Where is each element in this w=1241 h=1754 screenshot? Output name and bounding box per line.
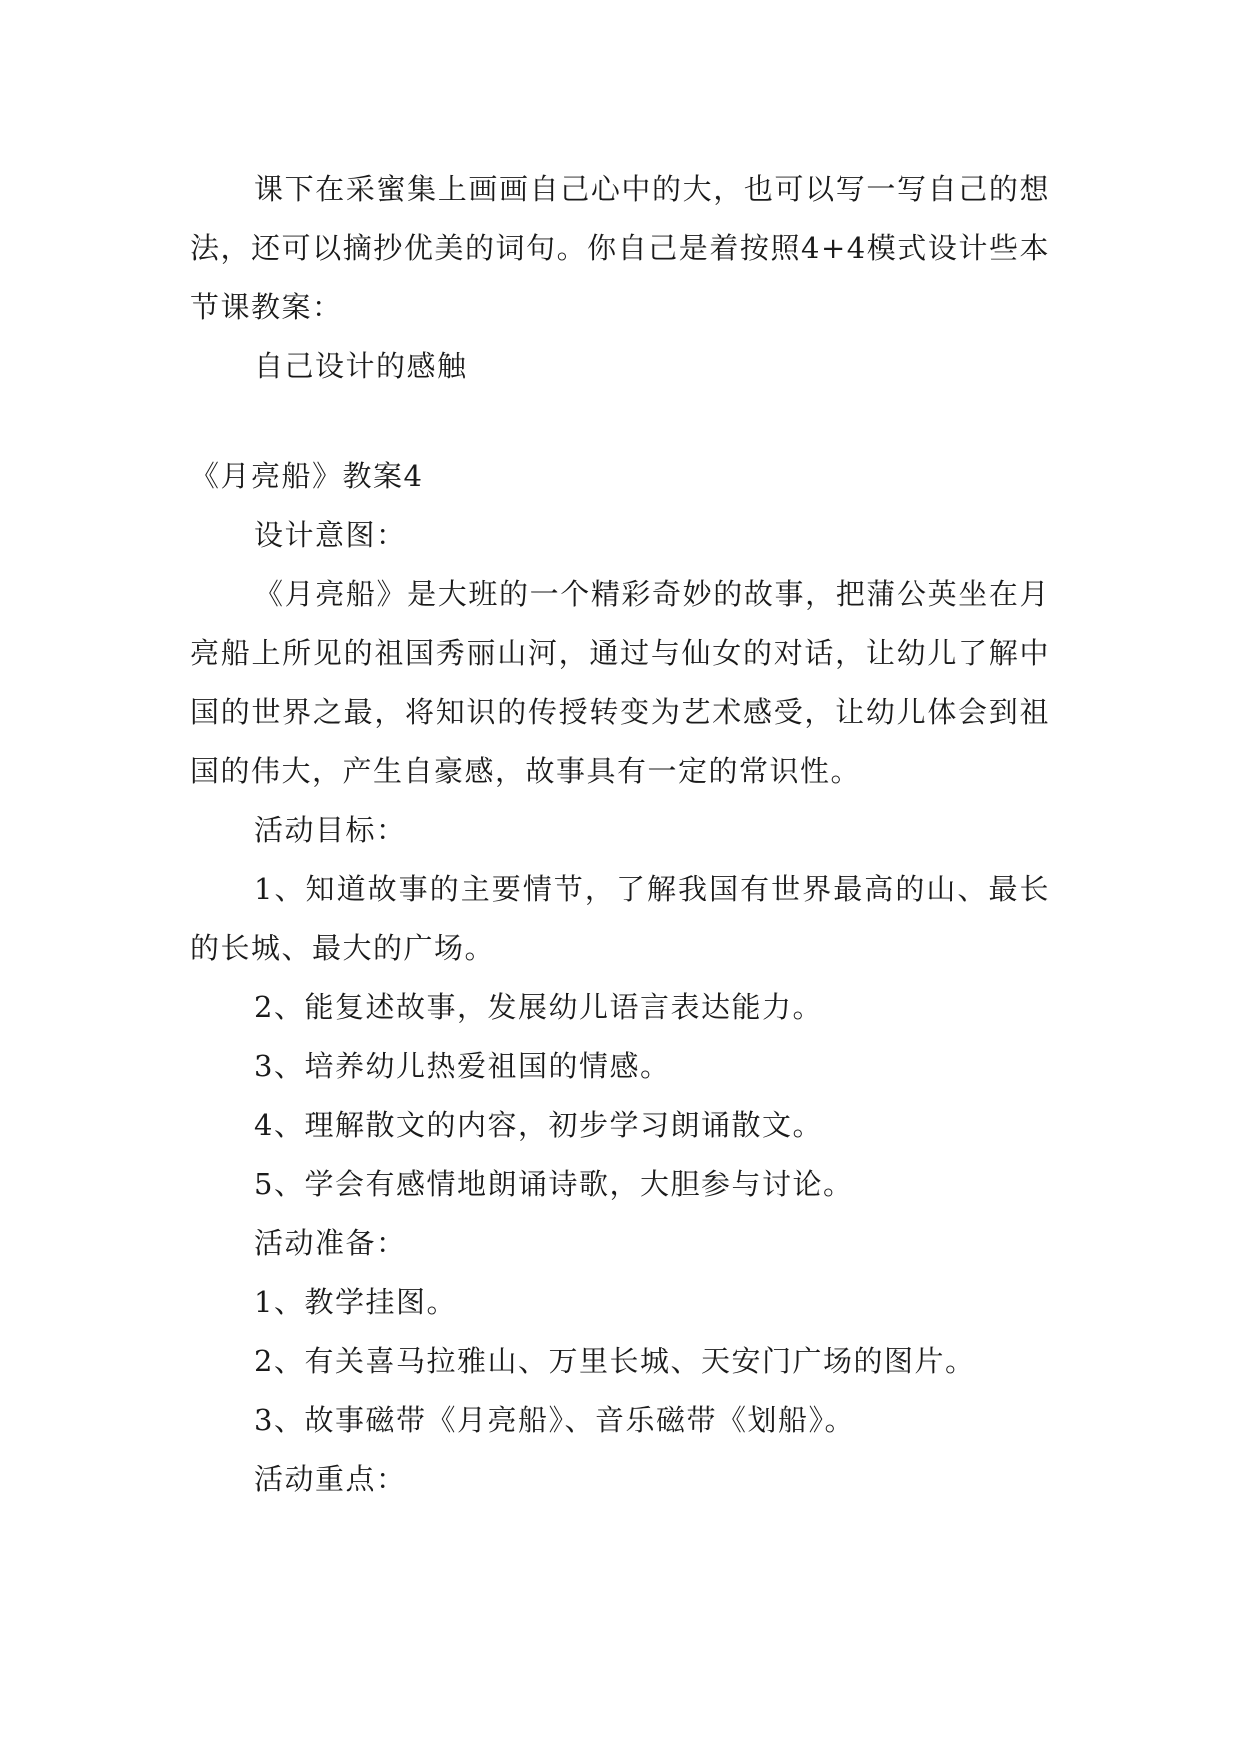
reflection-line: 自己设计的感触 — [254, 349, 468, 383]
prep-item: 1、教学挂图。 — [254, 1285, 457, 1319]
goals-heading: 活动目标： — [254, 813, 407, 847]
top-section — [190, 160, 1050, 396]
goal-item: 3、培养幼儿热爱祖国的情感。 — [254, 1049, 671, 1083]
goal-item: 5、学会有感情地朗诵诗歌，大胆参与讨论。 — [254, 1167, 854, 1201]
design-heading: 设计意图： — [254, 518, 407, 552]
focus-heading: 活动重点： — [254, 1462, 407, 1496]
intro-paragraph: 课下在采蜜集上画画自己心中的大，也可以写一写自己的想法，还可以摘抄优美的词句。你自己是着按照4+4模式设计些本节课教案： — [190, 172, 1050, 324]
design-body: 《月亮船》是大班的一个精彩奇妙的故事，把蒲公英坐在月亮船上所见的祖国秀丽山河，通过与仙女的对话，让幼儿了解中国的世界之最，将知识的传授转变为艺术感受，让幼儿体会到祖国的伟大，产生自豪感，故事具有一定的常识性。 — [190, 577, 1050, 788]
goal-item: 4、理解散文的内容，初步学习朗诵散文。 — [254, 1108, 823, 1142]
goal-item: 2、能复述故事，发展幼儿语言表达能力。 — [254, 990, 823, 1024]
lesson-plan-section — [190, 447, 1050, 1509]
goal-item: 1、知道故事的主要情节，了解我国有世界最高的山、最长的长城、最大的广场。 — [190, 872, 1050, 965]
prep-heading: 活动准备： — [254, 1226, 407, 1260]
prep-item: 3、故事磁带《月亮船》、音乐磁带《划船》。 — [254, 1403, 855, 1437]
prep-item: 2、有关喜马拉雅山、万里长城、天安门广场的图片。 — [254, 1344, 976, 1378]
lesson-title: 《月亮船》教案4 — [190, 459, 424, 493]
